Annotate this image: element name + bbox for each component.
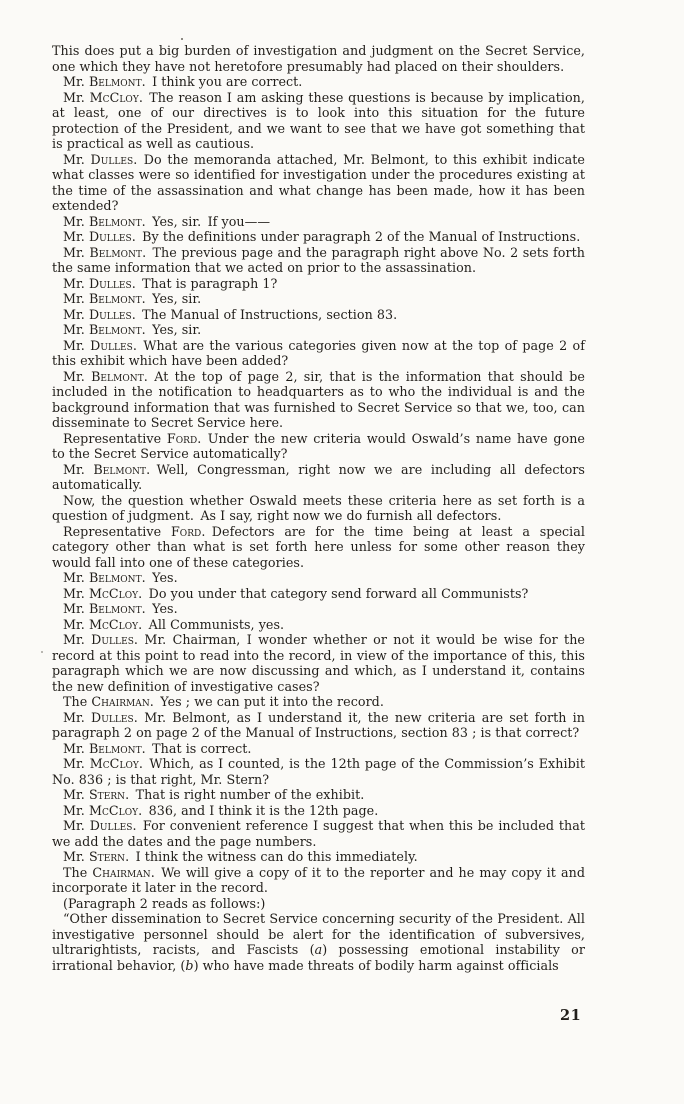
speaker-separator: . [141,291,153,306]
speaker-name: Dulles [88,306,132,322]
speaker-prefix: Mr. [63,244,85,260]
transcript-paragraph [52,462,585,493]
transcript-paragraph [52,741,585,757]
speaker-separator: . [143,368,155,384]
transcript-paragraph [52,524,585,571]
speaker-prefix: Mr. [63,585,85,601]
speaker-prefix: Mr. [63,74,85,89]
speaker-separator: . [150,864,162,880]
transcript-paragraph [52,694,585,710]
speaker-prefix: Mr. [63,787,85,802]
speaker-name: Stern [88,787,126,802]
paragraph-text: b [185,957,194,973]
transcript-paragraph [52,338,585,369]
transcript [52,43,585,973]
speaker-separator: . [141,601,153,616]
speaker-separator: . [141,322,153,337]
speaker-separator: . [138,756,150,771]
speaker-separator: . [133,151,144,167]
speaker-name: Belmont [88,322,142,337]
speaker-prefix: Mr. [63,368,85,384]
speaker-separator: . [141,570,153,585]
speaker-name: Dulles [90,151,134,167]
transcript-paragraph [52,493,585,524]
speaker-prefix: Mr. [63,601,85,616]
paragraph-text: The Manual of Instructions, section 83. [142,306,398,322]
speaker-name: Dulles [91,632,134,647]
speaker-name: Dulles [89,818,133,833]
scan-speck [181,38,183,40]
transcript-paragraph [52,865,585,896]
speaker-prefix: Mr. [63,632,85,647]
speaker-name: McCloy [88,802,139,818]
paragraph-text: For convenient reference I suggest that when this be included that we add the dates and the page numbers. [52,818,586,849]
transcript-paragraph [52,245,585,276]
speaker-name: Ford [166,430,198,446]
speaker-prefix: Mr. [63,461,85,477]
paragraph-text: I think you are correct. [152,74,303,89]
speaker-name: Belmont [88,570,142,585]
transcript-paragraph [52,43,585,74]
paragraph-text: Yes, sir. If you—— [152,213,271,229]
speaker-name: Dulles [88,275,132,291]
speaker-prefix: Mr. [63,89,85,105]
speaker-name: Ford [170,523,202,539]
paragraph-text: Yes. [152,601,178,616]
paragraph-text: The previous page and the paragraph right above No. 2 sets forth the same information that we acted on prior to the assassination. [52,244,585,275]
paragraph-text: This does put a big burden of investigation and judgment on the Secret Service, one which they have not heretofore presumably had placed on their shoulders. [52,43,585,74]
transcript-paragraph [52,229,585,245]
paragraph-text: 836, and I think it is the 12th page. [148,802,379,818]
transcript-paragraph [52,803,585,819]
paragraph-text: Under the new criteria would Oswald’s name have gone to the Secret Service automatically? [52,430,585,461]
speaker-name: Belmont [88,601,142,616]
speaker-name: McCloy [89,756,139,771]
speaker-prefix: Mr. [63,849,85,864]
transcript-paragraph [52,586,585,602]
transcript-paragraph [52,849,585,865]
speaker-name: McCloy [88,616,139,632]
speaker-separator: . [131,306,143,322]
speaker-prefix: The [63,694,88,709]
speaker-name: Chairman [91,694,150,709]
speaker-separator: . [132,818,143,833]
speaker-separator: . [131,275,143,291]
paragraph-text: Mr. Chairman, I wonder whether or not it would be wise for the record at this point to read into the record, in view of the importance of this, this paragraph which we are now discussing and which, as I understand it, contains the new definition of investigative cases? [52,632,585,694]
paragraph-text: That is paragraph 1? [142,275,278,291]
transcript-paragraph [52,276,585,292]
transcript-paragraph [52,601,585,617]
speaker-prefix: Mr. [63,275,85,291]
transcript-paragraph [52,307,585,323]
speaker-name: McCloy [89,89,139,105]
speaker-name: McCloy [88,585,139,601]
transcript-paragraph [52,896,585,912]
paragraph-text: I think the witness can do this immediately. [135,849,418,864]
paragraph-text: Do the memoranda attached, Mr. Belmont, to this exhibit indicate what classes were so identified for investigation under the procedures existing at the time of the assassination and what change has been made, how it has been extended? [52,151,585,213]
paragraph-text: Defectors are for the time being at least a special category other than what is set forth here unless for some other reason they would fall into one of these categories. [52,523,585,570]
scan-speck [41,651,43,653]
speaker-separator: . [141,74,153,89]
paragraph-text: We will give a copy of it to the reporter and he may copy it and incorporate it later in the record. [52,864,585,895]
paragraph-text: (Paragraph 2 reads as follows:) [63,895,266,911]
speaker-name: Belmont [88,213,142,229]
speaker-separator: . [133,709,145,725]
transcript-paragraph [52,214,585,230]
speaker-prefix: Mr. [63,337,85,353]
transcript-paragraph [52,787,585,803]
paragraph-text: Yes, sir. [152,322,202,337]
transcript-paragraph [52,818,585,849]
paragraph-text: a [314,942,323,957]
speaker-prefix: The [63,864,88,880]
paragraph-text: ) possessing emotional instability or irrational behavior, ( [52,942,585,973]
speaker-name: Belmont [88,740,142,756]
paragraph-text: The reason I am asking these questions is because by implication, at least, one of our directives is to look into this situation for the future protection of the President, and we want to see that we have got something that is practical as well as cautious. [52,89,585,151]
transcript-paragraph [52,617,585,633]
speaker-prefix: Mr. [63,570,85,585]
speaker-name: Chairman [92,864,151,880]
paragraph-text: By the definitions under paragraph 2 of the Manual of Instructions. [142,229,581,244]
page-number: 21 [560,1007,582,1024]
speaker-prefix: Mr. [63,306,85,322]
speaker-separator: . [138,616,149,632]
paragraph-text: Well, Congressman, right now we are including all defectors automatically. [52,461,585,492]
paragraph-text: What are the various categories given now at the top of page 2 of this exhibit which have been added? [52,337,585,368]
speaker-name: Belmont [91,368,144,384]
paragraph-text: Now, the question whether Oswald meets these criteria here as set forth is a question of judgment. As I say, right now we do furnish all defectors. [52,492,585,523]
speaker-separator: . [197,430,208,446]
speaker-separator: . [138,89,150,105]
speaker-prefix: Mr. [63,151,85,167]
paragraph-text: At the top of page 2, sir, that is the information that should be included in the notification to headquarters as to who the individual is and the background information that was furnished to Secret Service so that we, too, can disseminate to Secret Service here. [52,368,585,430]
transcript-paragraph [52,570,585,586]
speaker-separator: . [141,740,153,756]
paragraph-text: “Other dissemination to Secret Service concerning security of the President. All investigative personnel should be alert for the identification of subversives, ultrarightists, racists, and Fascists ( [52,911,585,957]
paragraph-text: Which, as I counted, is the 12th page of the Commission’s Exhibit No. 836 ; is that right, Mr. Stern? [52,756,585,787]
transcript-paragraph [52,90,585,152]
speaker-name: Stern [88,849,126,864]
speaker-prefix: Mr. [63,616,85,632]
paragraph-text: Do you under that category send forward all Communists? [148,585,529,601]
speaker-separator: . [138,585,149,601]
speaker-prefix: Mr. [63,229,85,244]
transcript-paragraph [52,756,585,787]
speaker-name: Belmont [88,291,142,306]
speaker-separator: . [125,787,136,802]
paragraph-text: ) who have made threats of bodily harm against officials [193,957,559,973]
speaker-prefix: Mr. [63,756,85,771]
transcript-paragraph [52,322,585,338]
speaker-separator: . [125,849,136,864]
speaker-name: Belmont [93,461,147,477]
paragraph-text: All Communists, yes. [148,616,285,632]
speaker-separator: . [133,632,145,647]
transcript-paragraph [52,74,585,90]
speaker-prefix: Mr. [63,818,85,833]
transcript-paragraph [52,710,585,741]
speaker-separator: . [132,337,144,353]
speaker-prefix: Representative [63,430,162,446]
speaker-name: Belmont [89,244,143,260]
speaker-separator: . [131,229,143,244]
transcript-paragraph [52,152,585,214]
transcript-paragraph [52,632,585,694]
speaker-name: Belmont [88,74,142,89]
speaker-name: Dulles [91,709,134,725]
speaker-separator: . [146,461,157,477]
transcript-paragraph [52,369,585,431]
speaker-separator: . [138,802,149,818]
speaker-prefix: Mr. [63,213,85,229]
paragraph-text: Yes. [152,570,178,585]
speaker-name: Dulles [90,337,133,353]
speaker-separator: . [149,694,161,709]
speaker-separator: . [201,523,212,539]
speaker-prefix: Mr. [63,802,85,818]
speaker-prefix: Representative [63,523,162,539]
transcript-paragraph [52,431,585,462]
speaker-prefix: Mr. [63,709,85,725]
paragraph-text: Yes ; we can put it into the record. [160,694,384,709]
paragraph-text: That is right number of the exhibit. [135,787,365,802]
paragraph-text: That is correct. [152,740,252,756]
speaker-prefix: Mr. [63,322,85,337]
transcript-paragraph [52,911,585,973]
speaker-name: Dulles [88,229,132,244]
paragraph-text: Mr. Belmont, as I understand it, the new criteria are set forth in paragraph 2 on page 2 of the Manual of Instructions, section 83 ; is that correct? [52,709,585,740]
speaker-prefix: Mr. [63,740,85,756]
speaker-separator: . [141,213,153,229]
paragraph-text: Yes, sir. [152,291,202,306]
speaker-prefix: Mr. [63,291,85,306]
transcript-paragraph [52,291,585,307]
speaker-separator: . [142,244,153,260]
